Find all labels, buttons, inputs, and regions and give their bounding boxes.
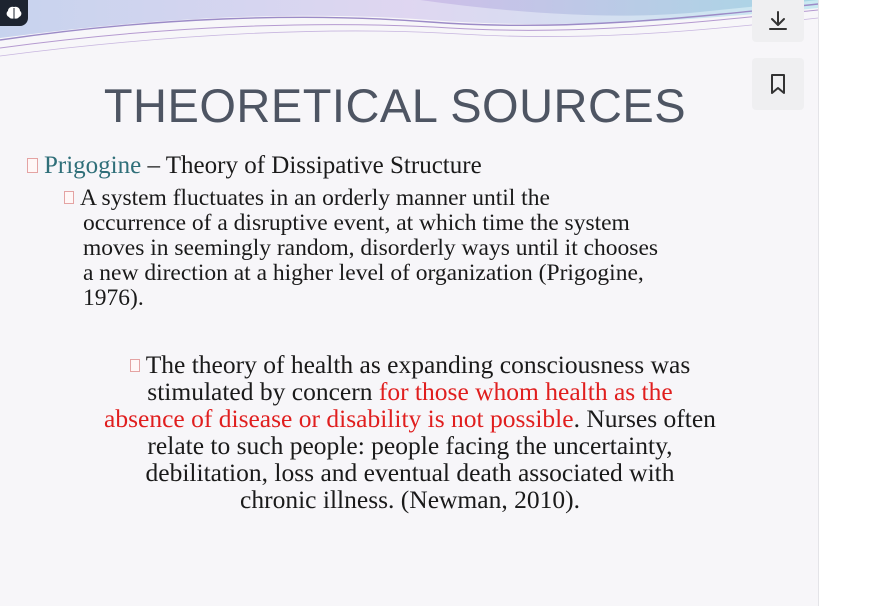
download-icon: [766, 9, 790, 33]
sub-bullet-box-icon: [64, 191, 74, 204]
slide-title: THEORETICAL SOURCES: [103, 79, 687, 132]
bullet-box-icon: [130, 359, 140, 372]
bookmark-icon: [768, 73, 788, 95]
download-button[interactable]: [752, 0, 804, 42]
sub-bullet-line: a new direction at a higher level of organization (Prigogine,: [83, 260, 644, 286]
bullet-prigogine: [27, 152, 482, 180]
sub-bullet-line: A system fluctuates in an orderly manner until the: [64, 186, 774, 211]
para-line: The theory of health as expanding consciousness was: [40, 351, 780, 378]
para-line: absence of disease or disability is not possible. Nurses often: [104, 404, 716, 433]
emphasis-text: for those whom health as the: [378, 377, 673, 406]
bullet-newman: [40, 351, 780, 513]
emphasis-text: absence of disease or disability is not possible: [104, 404, 574, 433]
para-line: relate to such people: people facing the uncertainty,: [147, 431, 673, 460]
sub-bullet-system: [64, 186, 774, 311]
prigogine-theory: – Theory of Dissipative Structure: [141, 152, 482, 179]
bullet-box-icon: [27, 158, 38, 173]
brain-icon: [0, 0, 28, 26]
bookmark-button[interactable]: [752, 58, 804, 110]
header-wave-decoration: [0, 0, 818, 70]
sub-bullet-line: 1976).: [83, 285, 144, 311]
para-line: debilitation, loss and eventual death associated with: [145, 458, 675, 487]
para-line: chronic illness. (Newman, 2010).: [240, 485, 580, 514]
para-line: stimulated by concern for those whom health as the: [147, 377, 673, 406]
sub-bullet-line: occurrence of a disruptive event, at which time the system: [83, 210, 630, 236]
sub-bullet-line: moves in seemingly random, disorderly ways until it chooses: [83, 235, 659, 261]
prigogine-name: Prigogine: [44, 152, 142, 179]
